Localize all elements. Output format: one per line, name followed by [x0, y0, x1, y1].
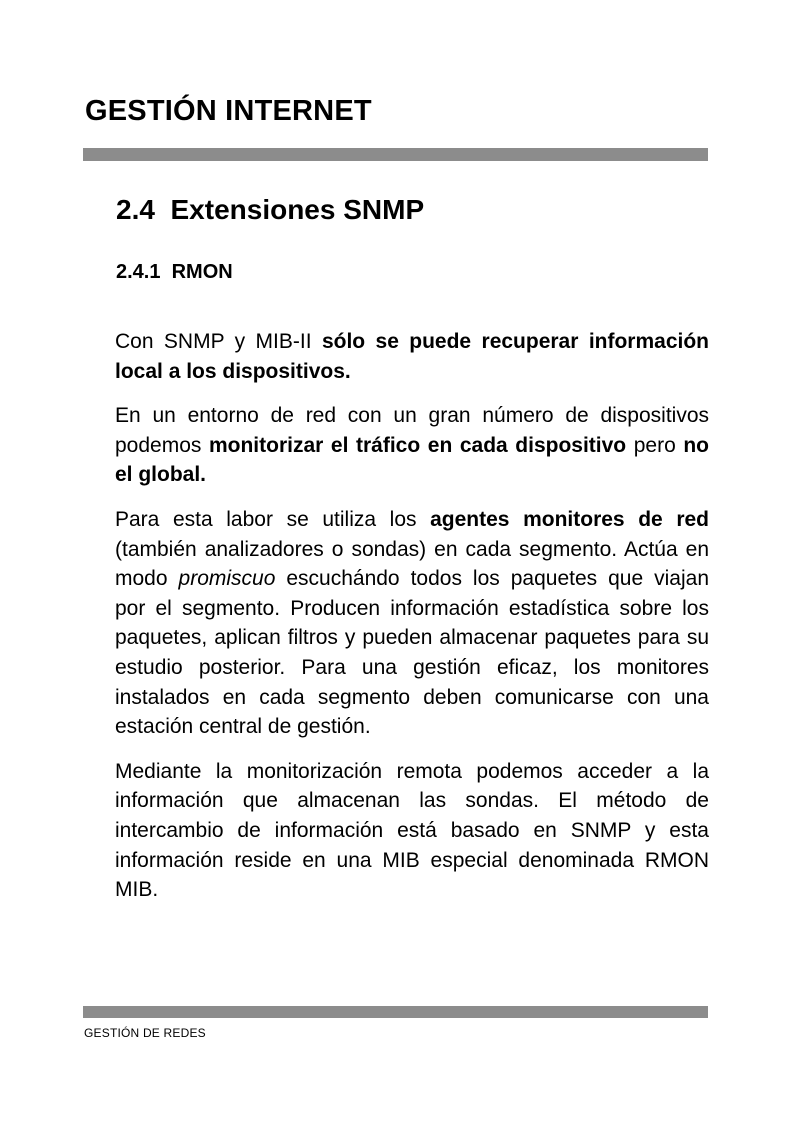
section-number: 2.4 [116, 194, 155, 225]
paragraph-emphasis: agentes monitores de red [430, 507, 709, 531]
subsection-number: 2.4.1 [116, 261, 161, 283]
header-divider-bar [83, 148, 708, 161]
paragraph-monitoring [115, 401, 709, 490]
paragraph-emphasis: sólo se puede recuperar información local a los dispositivos. [115, 330, 709, 383]
paragraph-italic: promiscuo [178, 567, 276, 591]
footer-divider-bar [83, 1006, 708, 1018]
paragraph-emphasis: no el global. [115, 433, 709, 487]
paragraph-text: Mediante la monitorización remota podemos acceder a la información que almacenan las sondas. El método de intercambio de información está basado en SNMP y esta información reside en una MIB especial denominada RMON MIB. [115, 759, 709, 902]
paragraph-emphasis: monitorizar el tráfico en cada dispositivo [208, 433, 627, 457]
paragraph-text: (también analizadores o sondas) en cada segmento. Actúa en modo [115, 537, 709, 591]
section-heading [116, 194, 424, 226]
paragraph-text: Para esta labor se utiliza los [115, 507, 431, 531]
paragraph-network-agents [115, 505, 709, 742]
paragraph-snmp-local [115, 327, 709, 386]
paragraph-text: pero [626, 433, 684, 457]
paragraph-text: escuchándo todos los paquetes que viajan por el segmento. Producen información estadística sobre los paquetes, aplican filtros y pueden almacenar paquetes para su estudio posterior. Para una gestión eficaz, los monitores instalados en cada segmento deben comunicarse con una estación central de gestión. [115, 567, 710, 739]
paragraph-text: Con SNMP y MIB-II [115, 330, 322, 353]
body-text [115, 327, 709, 920]
page-footer-label: GESTIÓN DE REDES [84, 1026, 206, 1040]
section-title: Extensiones SNMP [170, 194, 425, 225]
page-header-title: GESTIÓN INTERNET [85, 95, 372, 127]
paragraph-text: En un entorno de red con un gran número de dispositivos podemos [115, 404, 709, 457]
subsection-heading [116, 261, 233, 284]
paragraph-remote-monitoring [115, 757, 709, 905]
subsection-title: RMON [171, 261, 233, 283]
